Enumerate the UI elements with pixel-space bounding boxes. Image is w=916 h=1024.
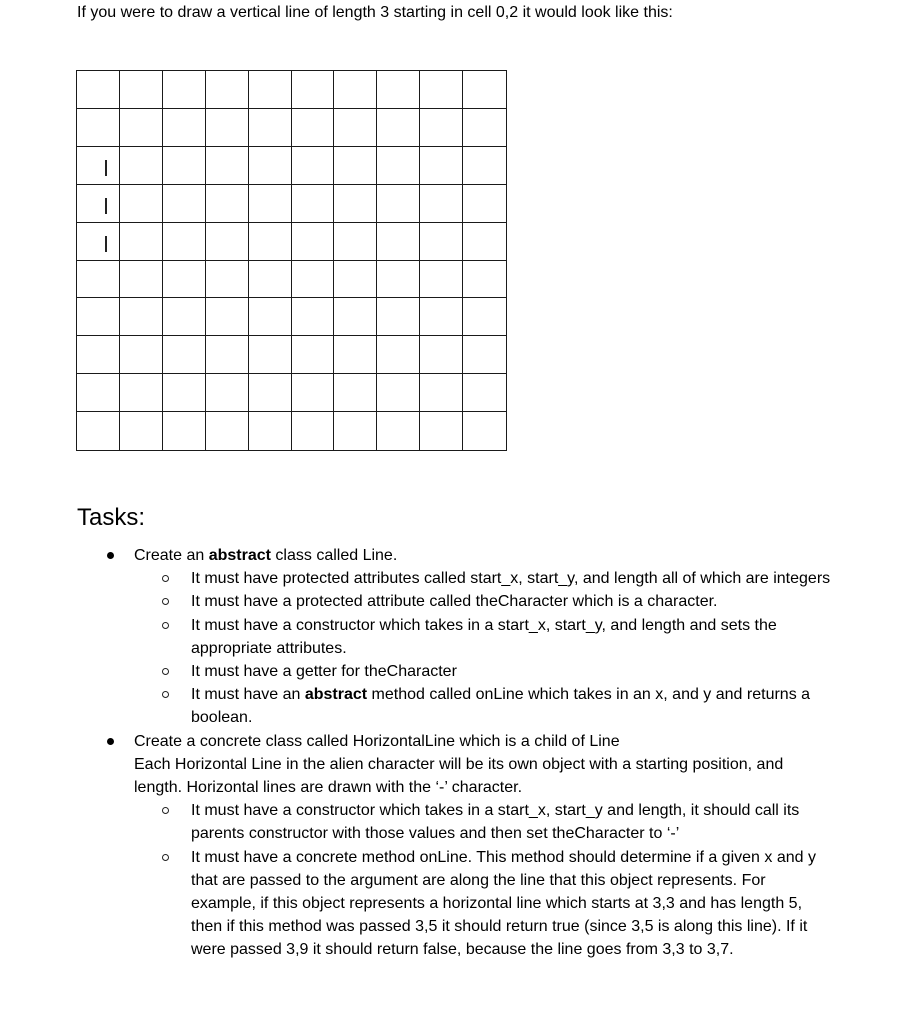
vertical-line-mark xyxy=(105,160,107,176)
grid-cell-9-0 xyxy=(463,71,506,109)
hollow-bullet-icon xyxy=(162,807,169,814)
grid-cell-0-7 xyxy=(77,336,120,374)
grid-cell-1-1 xyxy=(120,109,163,147)
grid-cell-5-3 xyxy=(292,185,335,223)
grid-cell-7-8 xyxy=(377,374,420,412)
grid-cell-2-5 xyxy=(163,261,206,299)
grid-cell-2-0 xyxy=(163,71,206,109)
grid-cell-6-0 xyxy=(334,71,377,109)
grid-cell-6-7 xyxy=(334,336,377,374)
grid-cell-5-1 xyxy=(292,109,335,147)
hollow-bullet-icon xyxy=(162,575,169,582)
grid-cell-1-5 xyxy=(120,261,163,299)
subtask-item: It must have an abstract method called onLine which takes in an x, and y and returns a boolean. xyxy=(0,683,831,729)
grid-cell-9-1 xyxy=(463,109,506,147)
grid-cell-3-1 xyxy=(206,109,249,147)
subtask-item: It must have protected attributes called start_x, start_y, and length all of which are integers xyxy=(0,567,831,590)
grid-cell-3-0 xyxy=(206,71,249,109)
grid-cell-1-3 xyxy=(120,185,163,223)
grid-cell-2-4 xyxy=(163,223,206,261)
grid-cell-9-2 xyxy=(463,147,506,185)
grid-cell-4-1 xyxy=(249,109,292,147)
grid-cell-6-5 xyxy=(334,261,377,299)
grid-cell-9-5 xyxy=(463,261,506,299)
grid-cell-4-0 xyxy=(249,71,292,109)
grid-cell-7-0 xyxy=(377,71,420,109)
grid-cell-0-9 xyxy=(77,412,120,450)
grid-cell-7-4 xyxy=(377,223,420,261)
grid-cell-9-9 xyxy=(463,412,506,450)
hollow-bullet-icon xyxy=(162,622,169,629)
grid-cell-4-6 xyxy=(249,298,292,336)
tasks-heading: Tasks: xyxy=(77,504,146,531)
grid-cell-3-9 xyxy=(206,412,249,450)
grid-cell-4-3 xyxy=(249,185,292,223)
grid-cell-4-4 xyxy=(249,223,292,261)
grid-cell-2-8 xyxy=(163,374,206,412)
task-item-horizontal-line-class: Create a concrete class called HorizontalLine which is a child of Line Each Horizontal Line in the alien character will be its own object with a starting position, and length. Horizontal lines are drawn with the ‘-’ character. xyxy=(0,730,824,800)
grid-cell-5-0 xyxy=(292,71,335,109)
grid-cell-4-9 xyxy=(249,412,292,450)
grid-cell-2-2 xyxy=(163,147,206,185)
grid-cell-5-6 xyxy=(292,298,335,336)
grid-cell-8-9 xyxy=(420,412,463,450)
grid-cell-1-7 xyxy=(120,336,163,374)
grid-cell-0-1 xyxy=(77,109,120,147)
grid-cell-7-1 xyxy=(377,109,420,147)
grid-cell-9-7 xyxy=(463,336,506,374)
vertical-line-mark xyxy=(105,198,107,214)
grid-cell-2-3 xyxy=(163,185,206,223)
hollow-bullet-icon xyxy=(162,668,169,675)
grid-cell-8-4 xyxy=(420,223,463,261)
grid-cell-5-7 xyxy=(292,336,335,374)
grid-cell-2-9 xyxy=(163,412,206,450)
emphasis-abstract: abstract xyxy=(208,547,271,564)
subtask-item: It must have a concrete method onLine. This method should determine if a given x and y that are passed to the argument are along the line that this object represents. For example, if this object represents a horizontal line which starts at 3,3 and has length 5, then if this method was passed 3,5 it should return true (since 3,5 is along this line). If it were passed 3,9 it should return false, because the line goes from 3,3 to 3,7. xyxy=(0,846,831,962)
grid-cell-5-4 xyxy=(292,223,335,261)
grid-cell-2-7 xyxy=(163,336,206,374)
grid-cell-4-2 xyxy=(249,147,292,185)
grid-cell-1-0 xyxy=(120,71,163,109)
hollow-bullet-icon xyxy=(162,691,169,698)
grid-cell-4-7 xyxy=(249,336,292,374)
grid-cell-5-2 xyxy=(292,147,335,185)
grid-cell-0-3 xyxy=(77,185,120,223)
subtask-item: It must have a constructor which takes in a start_x, start_y, and length and sets the appropriate attributes. xyxy=(0,614,831,660)
grid-cell-9-4 xyxy=(463,223,506,261)
grid-cell-1-9 xyxy=(120,412,163,450)
subtask-item: It must have a constructor which takes in a start_x, start_y and length, it should call its parents constructor with those values and then set theCharacter to ‘-’ xyxy=(0,799,831,845)
grid-cell-6-9 xyxy=(334,412,377,450)
task-item-line-class: Create an abstract class called Line. xyxy=(0,544,824,567)
subtask-item: It must have a protected attribute called theCharacter which is a character. xyxy=(0,590,831,613)
grid-cell-6-4 xyxy=(334,223,377,261)
grid-cell-8-0 xyxy=(420,71,463,109)
grid-cell-6-8 xyxy=(334,374,377,412)
grid-cell-0-5 xyxy=(77,261,120,299)
grid-cell-8-3 xyxy=(420,185,463,223)
grid-cell-9-6 xyxy=(463,298,506,336)
grid-cell-8-1 xyxy=(420,109,463,147)
grid-cell-3-7 xyxy=(206,336,249,374)
grid-cell-3-4 xyxy=(206,223,249,261)
grid-cell-4-5 xyxy=(249,261,292,299)
bullet-icon xyxy=(107,738,114,745)
intro-text: If you were to draw a vertical line of length 3 starting in cell 0,2 it would look like this: xyxy=(77,4,673,21)
grid-cell-1-2 xyxy=(120,147,163,185)
grid-cell-0-0 xyxy=(77,71,120,109)
grid-cell-1-4 xyxy=(120,223,163,261)
grid-cell-3-6 xyxy=(206,298,249,336)
grid-cell-0-2 xyxy=(77,147,120,185)
grid-cell-2-1 xyxy=(163,109,206,147)
grid-cell-3-5 xyxy=(206,261,249,299)
grid-cell-6-3 xyxy=(334,185,377,223)
emphasis-abstract: abstract xyxy=(304,686,368,704)
grid-cell-0-8 xyxy=(77,374,120,412)
grid-cell-8-2 xyxy=(420,147,463,185)
grid-cell-1-8 xyxy=(120,374,163,412)
grid-cell-7-5 xyxy=(377,261,420,299)
grid-cell-6-6 xyxy=(334,298,377,336)
character-grid xyxy=(76,70,507,451)
grid-cell-4-8 xyxy=(249,374,292,412)
grid-cell-7-7 xyxy=(377,336,420,374)
grid-cell-8-5 xyxy=(420,261,463,299)
grid-cell-8-6 xyxy=(420,298,463,336)
bullet-icon xyxy=(107,552,114,559)
grid-cell-7-2 xyxy=(377,147,420,185)
grid-cell-3-2 xyxy=(206,147,249,185)
grid-cell-7-3 xyxy=(377,185,420,223)
grid-cell-7-9 xyxy=(377,412,420,450)
subtask-item: It must have a getter for theCharacter xyxy=(0,660,831,683)
grid-cell-3-3 xyxy=(206,185,249,223)
grid-cell-2-6 xyxy=(163,298,206,336)
grid-cell-6-1 xyxy=(334,109,377,147)
grid-cell-9-3 xyxy=(463,185,506,223)
hollow-bullet-icon xyxy=(162,854,169,861)
grid-cell-5-8 xyxy=(292,374,335,412)
grid-cell-7-6 xyxy=(377,298,420,336)
grid-cell-6-2 xyxy=(334,147,377,185)
grid-cell-5-9 xyxy=(292,412,335,450)
grid-cell-9-8 xyxy=(463,374,506,412)
vertical-line-mark xyxy=(105,236,107,252)
grid-cell-8-7 xyxy=(420,336,463,374)
grid-cell-3-8 xyxy=(206,374,249,412)
grid-cell-1-6 xyxy=(120,298,163,336)
hollow-bullet-icon xyxy=(162,598,169,605)
grid-cell-0-4 xyxy=(77,223,120,261)
grid-cell-5-5 xyxy=(292,261,335,299)
tasks-list xyxy=(0,544,916,962)
grid-cell-8-8 xyxy=(420,374,463,412)
grid-cell-0-6 xyxy=(77,298,120,336)
